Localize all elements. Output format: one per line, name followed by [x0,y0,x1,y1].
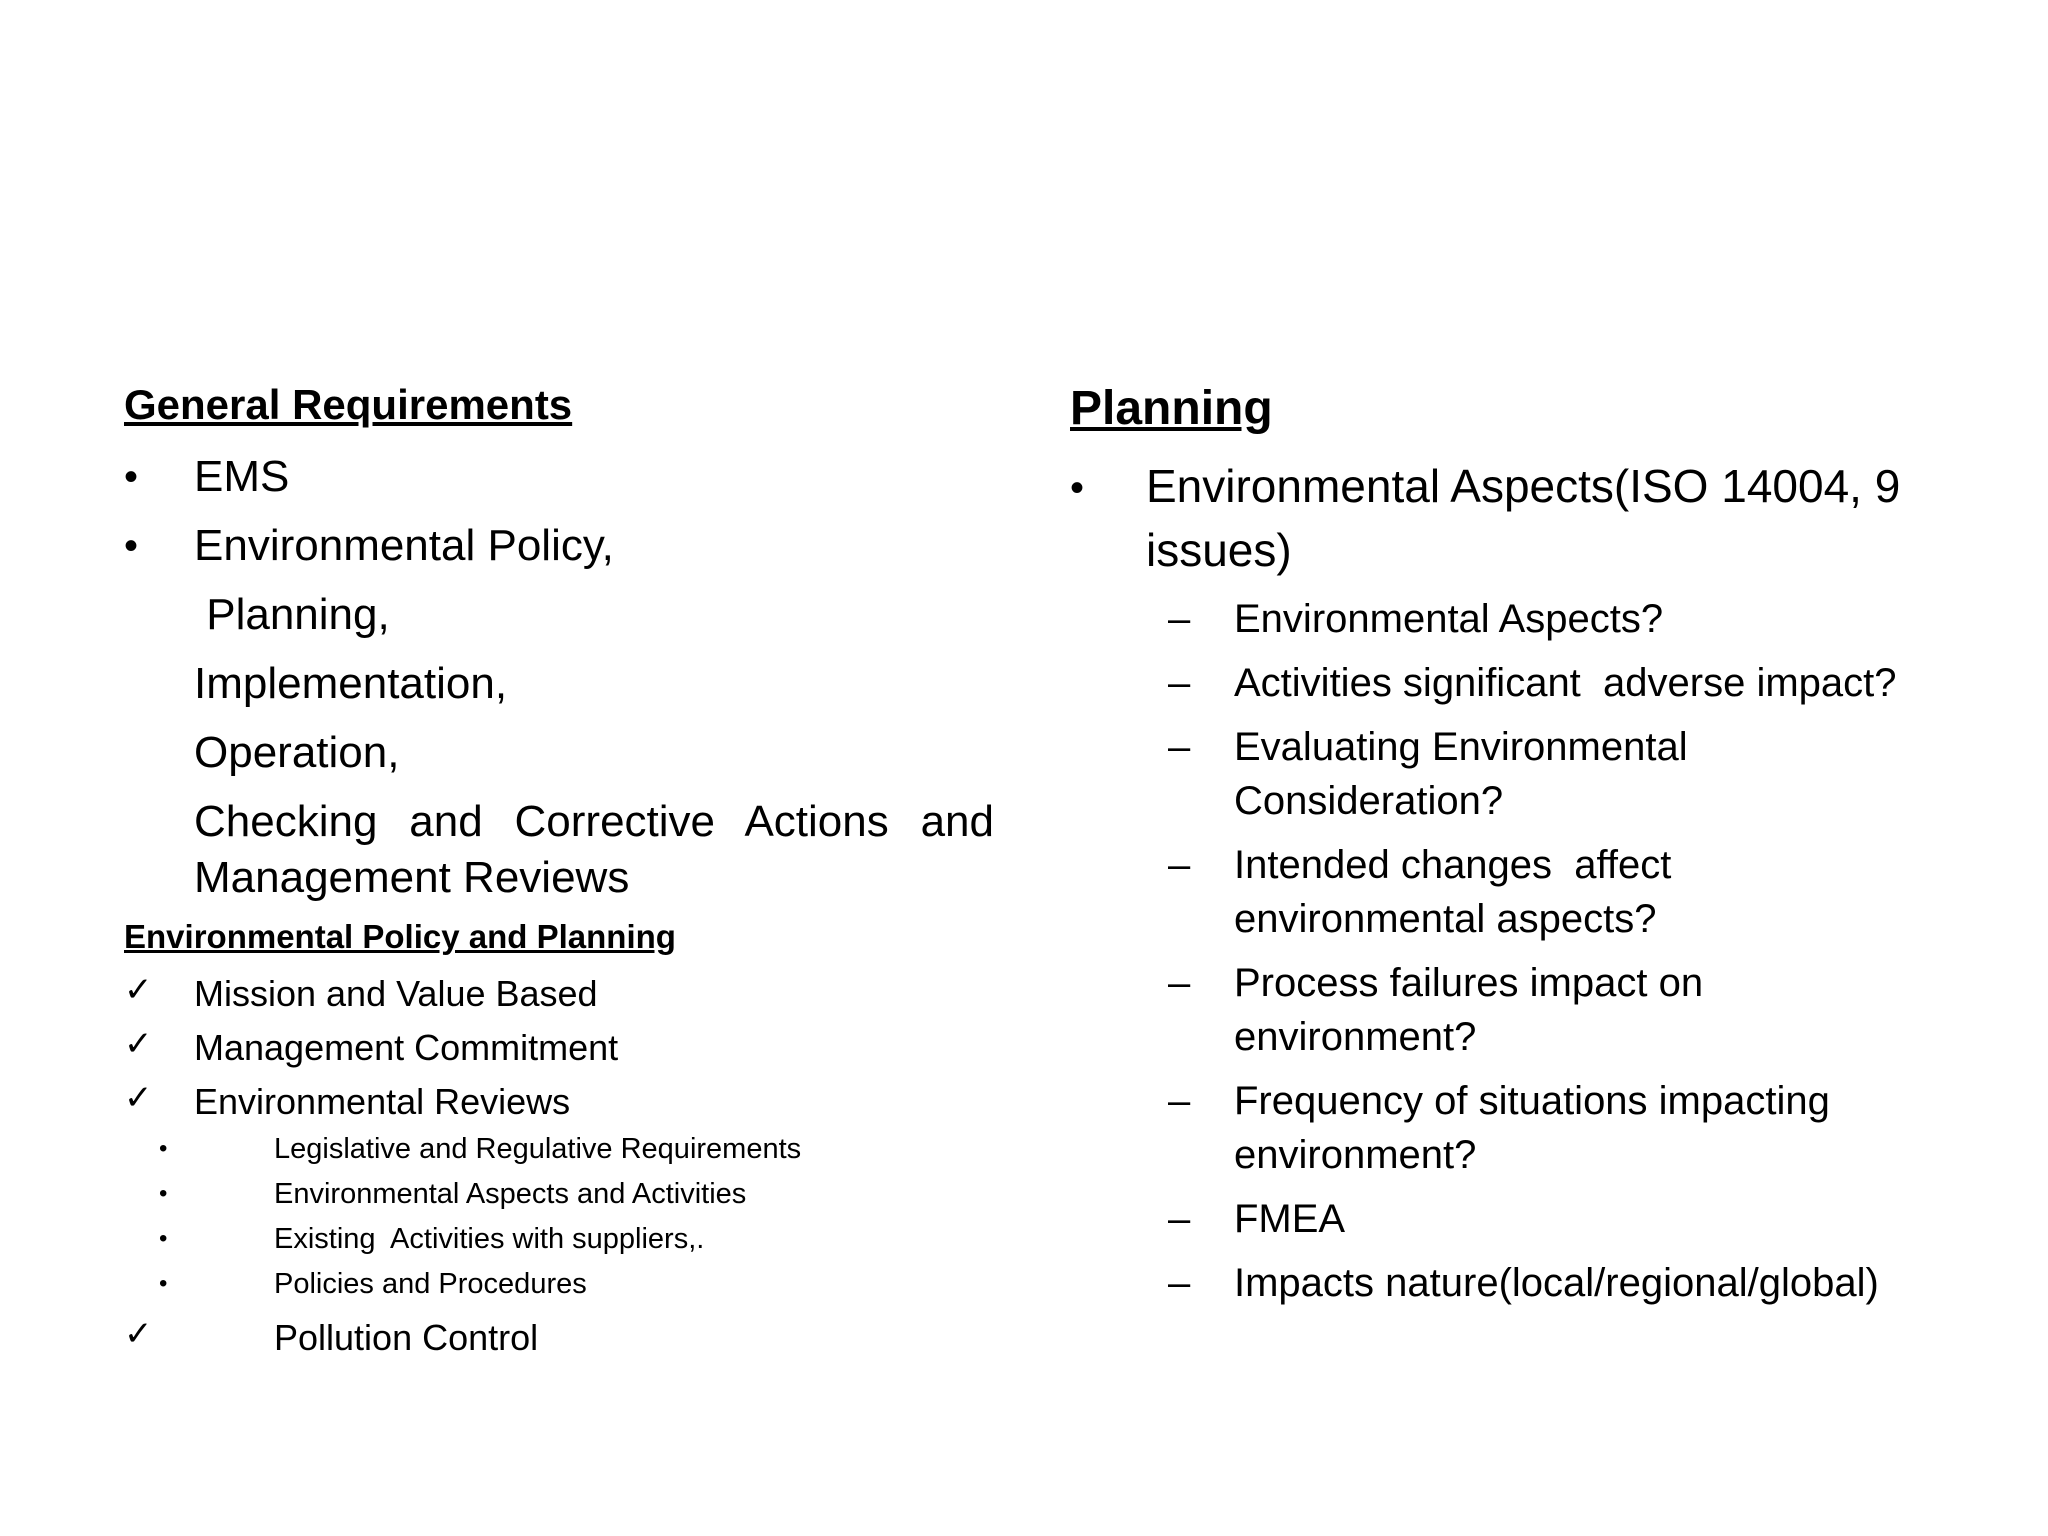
continuation-line [124,794,994,906]
bullet-text: Environmental Policy, [194,521,614,570]
dash-item [1070,838,1764,946]
dash-marker: – [1168,1261,1191,1305]
sub-bullet-text: Legislative and Regulative Requirements [274,1133,802,1165]
dash-text: Frequency of situations impacting environment? [1234,1079,1830,1177]
dash-item [1070,720,1754,828]
bullet-item [1070,454,1950,582]
dash-item [1070,1074,1924,1182]
continuation-line [124,656,994,712]
sub-bullet-text: Environmental Aspects and Activities [274,1178,747,1210]
check-text: Pollution Control [274,1317,539,1358]
check-item [124,1080,994,1124]
dash-text: Evaluating Environmental Consideration? [1234,725,1688,823]
bullet-marker: • [159,1270,168,1297]
left-content-column [124,374,994,1360]
bullet-text: EMS [194,452,290,501]
bullet-marker: • [159,1225,168,1252]
checking-line-2: Management Reviews [194,853,630,902]
dash-marker: – [1168,1197,1191,1241]
dash-marker: – [1168,843,1191,887]
check-item [124,1316,994,1360]
dash-item [1070,1192,1950,1246]
check-icon: ✓ [124,1079,153,1117]
bullet-marker: • [124,455,139,499]
dash-text: FMEA [1234,1197,1346,1241]
checking-line-1: Checking and Corrective Actions and [194,797,994,846]
dash-item [1070,592,1950,646]
continuation-line [124,587,994,643]
dash-marker: – [1168,1079,1191,1123]
bullet-marker: • [159,1180,168,1207]
policy-planning-subheading: Environmental Policy and Planning [124,918,676,955]
check-text: Environmental Reviews [194,1081,571,1122]
bullet-marker: • [1070,466,1085,510]
dash-text: Intended changes affect environmental aspects? [1234,843,1683,941]
sub-bullet-item [124,1174,994,1214]
bullet-text: Environmental Aspects(ISO 14004, 9 issues) [1146,460,1901,576]
continuation-line [124,725,994,781]
sub-bullet-item [124,1129,994,1169]
check-item [124,972,994,1016]
sub-bullet-text: Policies and Procedures [274,1268,587,1300]
sub-bullet-item [124,1219,994,1259]
bullet-item [124,518,994,574]
check-icon: ✓ [124,971,153,1009]
bullet-item [124,449,994,505]
sub-bullet-text: Existing Activities with suppliers,. [274,1223,705,1255]
dash-text: Process failures impact on environment? [1234,961,1704,1059]
dash-item [1070,656,1950,710]
continuation-text: Planning, [194,590,390,639]
sub-bullet-item [124,1264,994,1304]
check-icon: ✓ [124,1025,153,1063]
continuation-text: Operation, [194,728,400,777]
dash-item [1070,956,1794,1064]
dash-marker: – [1168,725,1191,769]
dash-marker: – [1168,961,1191,1005]
dash-text: Environmental Aspects? [1234,597,1664,641]
dash-text: Impacts nature(local/regional/global) [1234,1261,1879,1305]
general-requirements-heading: General Requirements [124,381,573,428]
check-item [124,1026,994,1070]
dash-marker: – [1168,661,1191,705]
dash-item [1070,1256,1950,1310]
planning-heading: Planning [1070,382,1273,435]
check-icon: ✓ [124,1315,153,1353]
dash-text: Activities significant adverse impact? [1234,661,1897,705]
bullet-marker: • [159,1135,168,1162]
continuation-text: Implementation, [194,659,508,708]
check-text: Mission and Value Based [194,973,598,1014]
right-content-column [1070,374,1950,1310]
bullet-marker: • [124,524,139,568]
check-text: Management Commitment [194,1027,619,1068]
dash-marker: – [1168,597,1191,641]
